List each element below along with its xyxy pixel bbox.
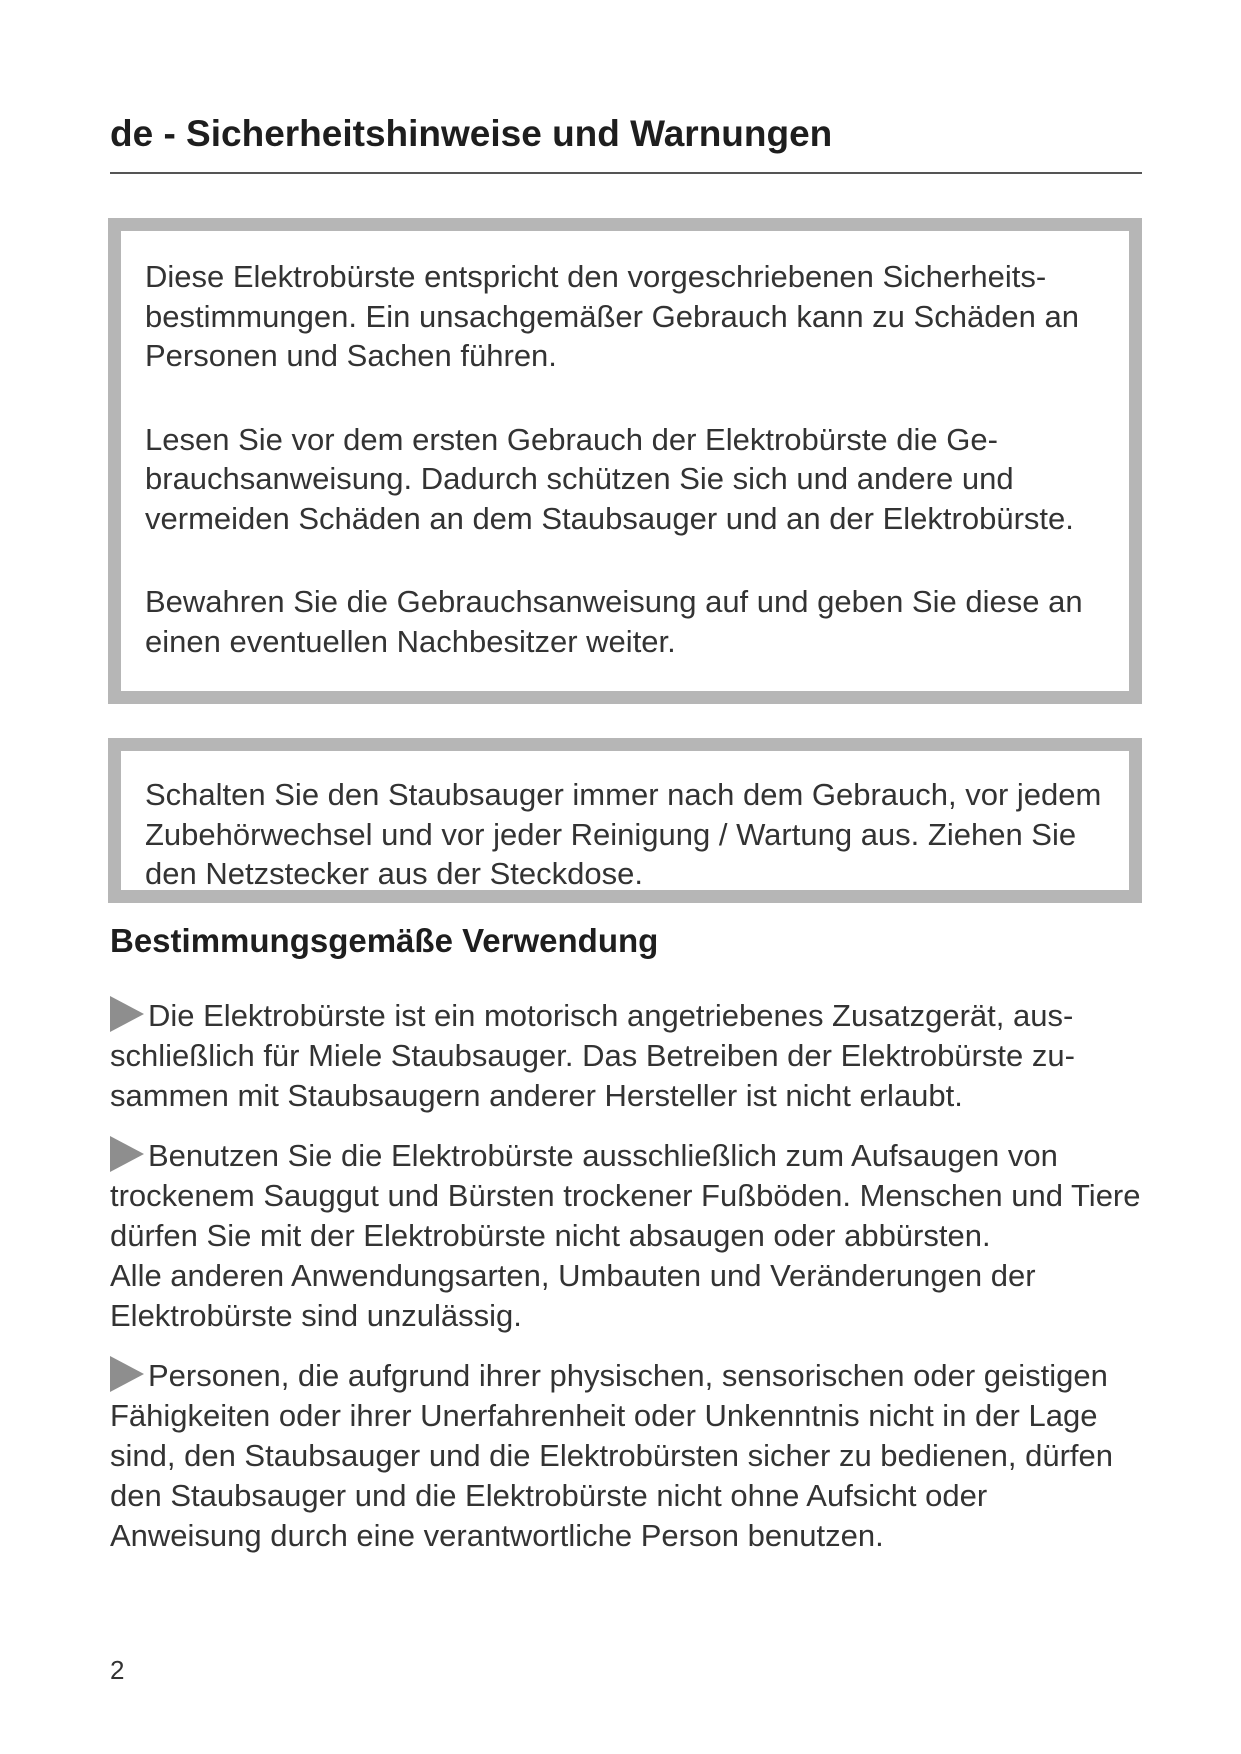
triangle-bullet-icon (110, 996, 144, 1032)
switch-off-warning-box (108, 738, 1142, 903)
usage-bullet-list (110, 996, 1145, 1576)
page-number: 2 (110, 1655, 125, 1685)
section-heading: Bestimmungsgemäße Verwendung (110, 922, 659, 959)
safety-notice-box (108, 218, 1142, 704)
bullet-item (110, 1356, 1145, 1556)
bullet-item (110, 1136, 1145, 1336)
bullet-text: Benutzen Sie die Elektrobürste ausschließlich zum Aufsaugen von trockenem Sauggut und Bürsten trockener Fußböden. Menschen und Tiere dürfen Sie mit der Elektrobürste nicht absaugen oder abbürsten. (110, 1138, 1141, 1253)
bullet-extra-text: Alle anderen Anwendungsarten, Umbauten und Veränderungen der Elektrobürste sind unzulässig. (110, 1258, 1036, 1333)
safety-notice-paragraph: Lesen Sie vor dem ersten Gebrauch der Elektrobürste die Gebrauchsanweisung. Dadurch schützen Sie sich und andere und vermeiden Schäden an dem Staubsauger und an der Elektrobürste. (145, 421, 1074, 536)
triangle-bullet-icon (110, 1356, 144, 1392)
bullet-text: Personen, die aufgrund ihrer physischen, sensorischen oder geistigen Fähigkeiten oder ihrer Unerfahrenheit oder Unkenntnis nicht in der Lage sind, den Staubsauger und die Elektrobürsten sicher zu bedienen, dürfen den Staubsauger und die Elektrobürste nicht ohne Aufsicht oder Anweisung durch eine verantwortliche Person benutzen. (110, 1358, 1114, 1553)
switch-off-warning-text: Schalten Sie den Staubsauger immer nach dem Gebrauch, vor jedem Zubehörwechsel und vor jeder Reinigung / Wartung aus. Ziehen Sie den Netzstecker aus der Steckdose. (145, 777, 1102, 891)
safety-notice-paragraph: Bewahren Sie die Gebrauchsanweisung auf und geben Sie diese an einen eventuellen Nachbesitzer weiter. (145, 584, 1083, 659)
bullet-text: Die Elektrobürste ist ein motorisch angetriebenes Zusatzgerät, ausschließlich für Miele Staubsauger. Das Betreiben der Elektrobürste zusammen mit Staubsaugern anderer Hersteller ist nicht erlaubt. (110, 998, 1075, 1113)
title-divider (110, 172, 1142, 174)
bullet-item (110, 996, 1145, 1116)
page-title: de - Sicherheitshinweise und Warnungen (110, 113, 833, 154)
triangle-bullet-icon (110, 1136, 144, 1172)
safety-notice-paragraph: Diese Elektrobürste entspricht den vorgeschriebenen Sicherheitsbestimmungen. Ein unsachgemäßer Gebrauch kann zu Schäden an Personen und Sachen führen. (145, 259, 1080, 373)
